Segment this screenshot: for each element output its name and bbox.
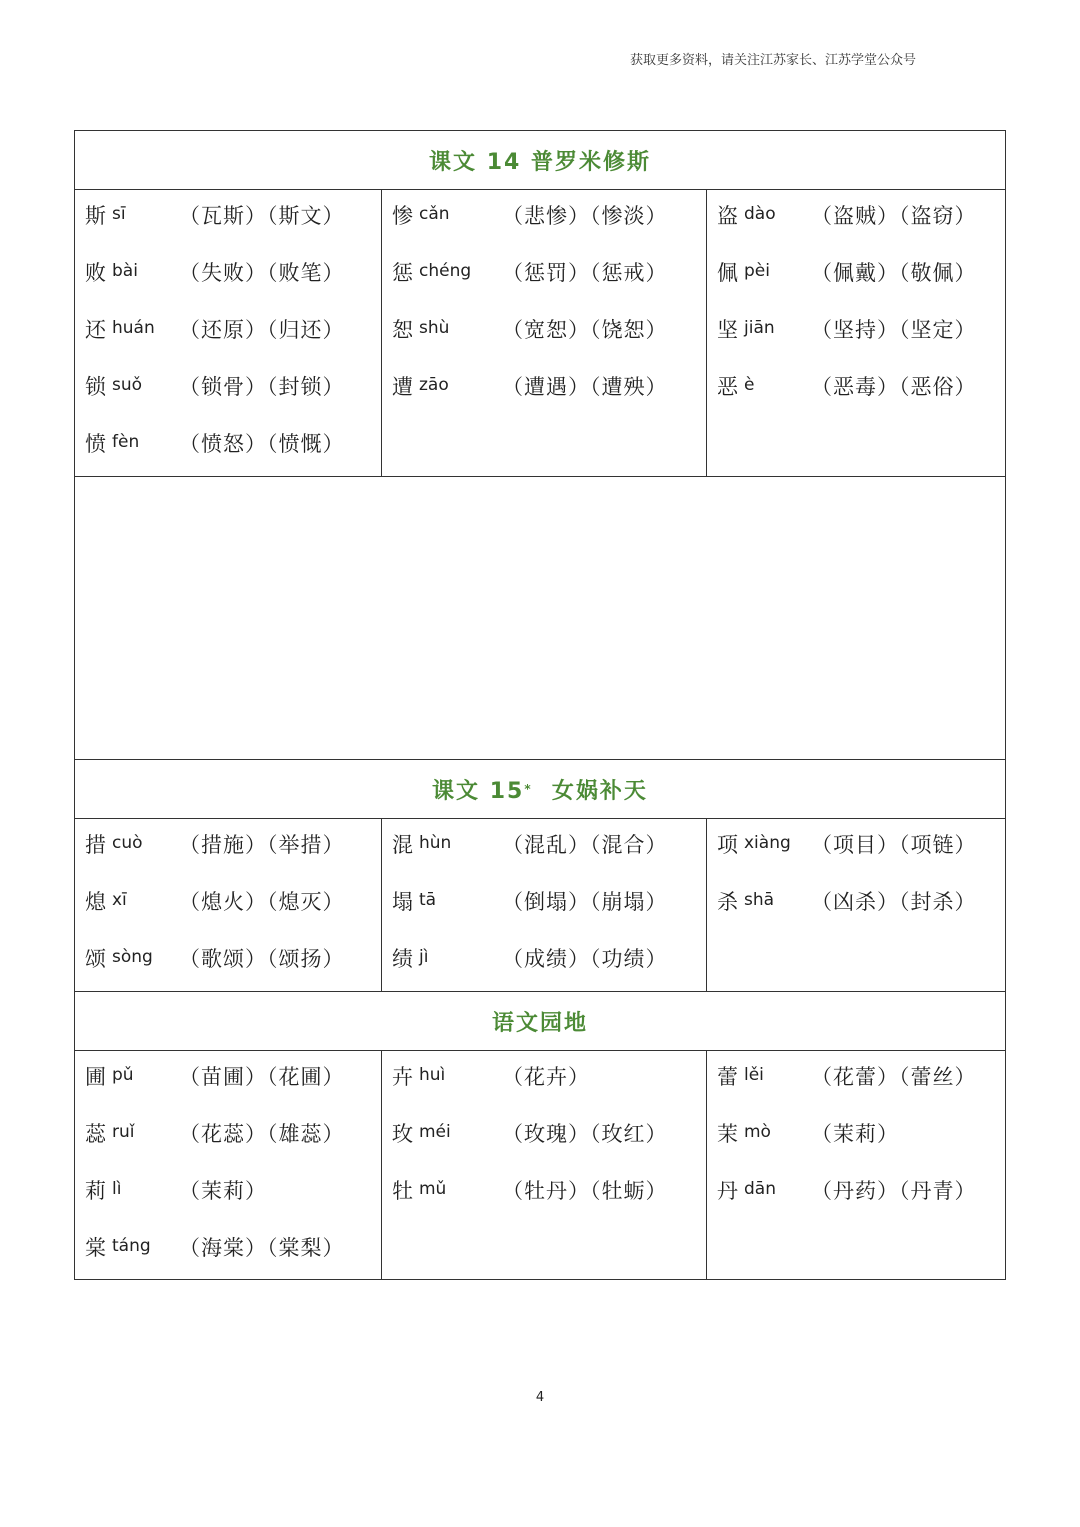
pinyin: lěi — [744, 1065, 764, 1085]
vocab-entry — [717, 1061, 1005, 1118]
hanzi: 坚 — [717, 318, 738, 342]
pinyin: huán — [112, 318, 155, 338]
hanzi: 盗 — [717, 204, 738, 228]
pinyin: dào — [744, 204, 776, 224]
hanzi: 愤 — [85, 432, 106, 456]
vocab-entry — [85, 1232, 381, 1289]
vocab-entry — [392, 1118, 706, 1175]
pinyin: chéng — [419, 261, 472, 281]
vocab-entry — [392, 371, 706, 428]
word-examples: （牡丹）（牡蛎） — [502, 1179, 668, 1203]
section-title-yuwen-garden: 语文园地 — [75, 992, 1005, 1051]
hanzi: 颂 — [85, 947, 106, 971]
vocab-entry — [85, 371, 381, 428]
hanzi: 绩 — [392, 947, 413, 971]
pinyin: è — [744, 375, 755, 395]
char-pinyin — [85, 428, 179, 458]
pinyin: hùn — [419, 833, 452, 853]
word-examples: （盗贼）（盗窃） — [811, 204, 977, 228]
word-examples: （措施）（举措） — [179, 833, 345, 857]
lesson-14-grid — [75, 190, 1005, 477]
title-mark: * — [524, 782, 533, 796]
vocab-entry — [392, 943, 706, 1000]
vocab-entry — [85, 1118, 381, 1175]
pinyin: sòng — [112, 947, 153, 967]
pinyin: bài — [112, 261, 138, 281]
pinyin: shā — [744, 890, 775, 910]
hanzi: 惨 — [392, 204, 413, 228]
vocab-entry — [85, 829, 381, 886]
char-pinyin — [392, 829, 502, 859]
hanzi: 圃 — [85, 1065, 106, 1089]
lesson-15-grid — [75, 819, 1005, 992]
word-examples: （茉莉） — [811, 1122, 899, 1146]
vocab-entry — [85, 1175, 381, 1232]
pinyin: sī — [112, 204, 126, 224]
section-title-lesson-15 — [75, 760, 1005, 819]
word-examples: （海棠）（棠梨） — [179, 1236, 345, 1260]
char-pinyin — [85, 371, 179, 401]
vocab-entry — [717, 314, 1005, 371]
column — [381, 190, 706, 476]
pinyin: méi — [419, 1122, 451, 1142]
page-number: 4 — [535, 1390, 545, 1405]
char-pinyin — [85, 314, 179, 344]
char-pinyin — [392, 200, 502, 230]
word-examples: （花蕊）（雄蕊） — [179, 1122, 345, 1146]
char-pinyin — [85, 1175, 179, 1205]
char-pinyin — [717, 1118, 811, 1148]
vocab-entry — [392, 886, 706, 943]
word-examples: （花蕾）（蕾丝） — [811, 1065, 977, 1089]
word-examples: （遭遇）（遭殃） — [502, 375, 668, 399]
pinyin: cǎn — [419, 204, 450, 224]
hanzi: 锁 — [85, 375, 106, 399]
word-examples: （茉莉） — [179, 1179, 267, 1203]
vocab-entry — [392, 829, 706, 886]
char-pinyin — [717, 1175, 811, 1205]
column — [381, 819, 706, 991]
word-examples: （苗圃）（花圃） — [179, 1065, 345, 1089]
column — [75, 1051, 381, 1279]
char-pinyin — [717, 886, 811, 916]
char-pinyin — [85, 829, 179, 859]
word-examples: （玫瑰）（玫红） — [502, 1122, 668, 1146]
column — [75, 190, 381, 476]
vocab-entry — [392, 1175, 706, 1232]
hanzi: 蕾 — [717, 1065, 738, 1089]
pinyin: táng — [112, 1236, 151, 1256]
word-examples: （熄火）（熄灭） — [179, 890, 345, 914]
pinyin: jiān — [744, 318, 775, 338]
hanzi: 丹 — [717, 1179, 738, 1203]
word-examples: （歌颂）（颂扬） — [179, 947, 345, 971]
word-examples: （混乱）（混合） — [502, 833, 668, 857]
column — [381, 1051, 706, 1279]
word-examples: （花卉） — [502, 1065, 590, 1089]
char-pinyin — [392, 886, 502, 916]
word-examples: （宽恕）（饶恕） — [502, 318, 668, 342]
char-pinyin — [85, 943, 179, 973]
word-examples: （悲惨）（惨淡） — [502, 204, 668, 228]
vocab-entry — [717, 886, 1005, 943]
hanzi: 卉 — [392, 1065, 413, 1089]
char-pinyin — [85, 886, 179, 916]
pinyin: xī — [112, 890, 127, 910]
vocab-entry — [717, 1118, 1005, 1175]
pinyin: pǔ — [112, 1065, 134, 1085]
word-examples: （倒塌）（崩塌） — [502, 890, 668, 914]
hanzi: 塌 — [392, 890, 413, 914]
pinyin: zāo — [419, 375, 449, 395]
vocab-entry — [392, 1061, 706, 1118]
header-note: 获取更多资料，请关注江苏家长、江苏学堂公众号 — [630, 53, 917, 68]
hanzi: 佩 — [717, 261, 738, 285]
word-examples: （恶毒）（恶俗） — [811, 375, 977, 399]
word-examples: （惩罚）（惩戒） — [502, 261, 668, 285]
word-examples: （愤怒）（愤慨） — [179, 432, 345, 456]
pinyin: mò — [744, 1122, 771, 1142]
pinyin: cuò — [112, 833, 143, 853]
hanzi: 蕊 — [85, 1122, 106, 1146]
word-examples: （还原）（归还） — [179, 318, 345, 342]
hanzi: 莉 — [85, 1179, 106, 1203]
hanzi: 惩 — [392, 261, 413, 285]
vocab-entry — [717, 1175, 1005, 1232]
hanzi: 棠 — [85, 1236, 106, 1260]
vocab-entry — [85, 886, 381, 943]
hanzi: 恕 — [392, 318, 413, 342]
yuwen-garden-grid — [75, 1051, 1005, 1279]
hanzi: 恶 — [717, 375, 738, 399]
vocab-entry — [392, 257, 706, 314]
word-examples: （坚持）（坚定） — [811, 318, 977, 342]
pinyin: tā — [419, 890, 437, 910]
char-pinyin — [717, 200, 811, 230]
vocab-entry — [717, 257, 1005, 314]
char-pinyin — [392, 943, 502, 973]
hanzi: 玫 — [392, 1122, 413, 1146]
title-rest: 女娲补天 — [532, 778, 648, 804]
section-title-lesson-14: 课文 14 普罗米修斯 — [75, 131, 1005, 190]
word-examples: （瓦斯）（斯文） — [179, 204, 345, 228]
pinyin: jì — [419, 947, 429, 967]
column — [706, 1051, 1005, 1279]
title-main: 课文 15 — [432, 778, 525, 804]
char-pinyin — [85, 1061, 179, 1091]
char-pinyin — [392, 314, 502, 344]
char-pinyin — [85, 257, 179, 287]
pinyin: dān — [744, 1179, 776, 1199]
pinyin: suǒ — [112, 375, 143, 395]
hanzi: 遭 — [392, 375, 413, 399]
char-pinyin — [717, 1061, 811, 1091]
word-examples: （失败）（败笔） — [179, 261, 345, 285]
pinyin: huì — [419, 1065, 446, 1085]
hanzi: 斯 — [85, 204, 106, 228]
column — [706, 819, 1005, 991]
word-examples: （丹药）（丹青） — [811, 1179, 977, 1203]
pinyin: pèi — [744, 261, 770, 281]
pinyin: fèn — [112, 432, 140, 452]
vocab-entry — [85, 428, 381, 485]
vocab-entry — [717, 200, 1005, 257]
hanzi: 项 — [717, 833, 738, 857]
vocab-entry — [717, 371, 1005, 428]
vocab-entry — [85, 200, 381, 257]
word-examples: （锁骨）（封锁） — [179, 375, 345, 399]
hanzi: 牡 — [392, 1179, 413, 1203]
char-pinyin — [717, 257, 811, 287]
vocab-entry — [85, 1061, 381, 1118]
vocab-entry — [717, 829, 1005, 886]
char-pinyin — [717, 371, 811, 401]
char-pinyin — [717, 314, 811, 344]
char-pinyin — [392, 1061, 502, 1091]
pinyin: lì — [112, 1179, 122, 1199]
blank-writing-area — [75, 477, 1005, 760]
char-pinyin — [85, 200, 179, 230]
vocab-entry — [85, 314, 381, 371]
vocabulary-table — [74, 130, 1006, 1280]
column — [706, 190, 1005, 476]
pinyin: mǔ — [419, 1179, 447, 1199]
word-examples: （凶杀）（封杀） — [811, 890, 977, 914]
pinyin: ruǐ — [112, 1122, 135, 1142]
hanzi: 熄 — [85, 890, 106, 914]
hanzi: 茉 — [717, 1122, 738, 1146]
hanzi: 措 — [85, 833, 106, 857]
char-pinyin — [717, 829, 811, 859]
hanzi: 杀 — [717, 890, 738, 914]
word-examples: （佩戴）（敬佩） — [811, 261, 977, 285]
hanzi: 败 — [85, 261, 106, 285]
char-pinyin — [85, 1118, 179, 1148]
vocab-entry — [392, 314, 706, 371]
char-pinyin — [392, 1118, 502, 1148]
char-pinyin — [392, 257, 502, 287]
vocab-entry — [85, 943, 381, 1000]
word-examples: （项目）（项链） — [811, 833, 977, 857]
char-pinyin — [85, 1232, 179, 1262]
char-pinyin — [392, 1175, 502, 1205]
pinyin: xiàng — [744, 833, 791, 853]
word-examples: （成绩）（功绩） — [502, 947, 668, 971]
column — [75, 819, 381, 991]
hanzi: 混 — [392, 833, 413, 857]
hanzi: 还 — [85, 318, 106, 342]
vocab-entry — [85, 257, 381, 314]
char-pinyin — [392, 371, 502, 401]
pinyin: shù — [419, 318, 450, 338]
vocab-entry — [392, 200, 706, 257]
